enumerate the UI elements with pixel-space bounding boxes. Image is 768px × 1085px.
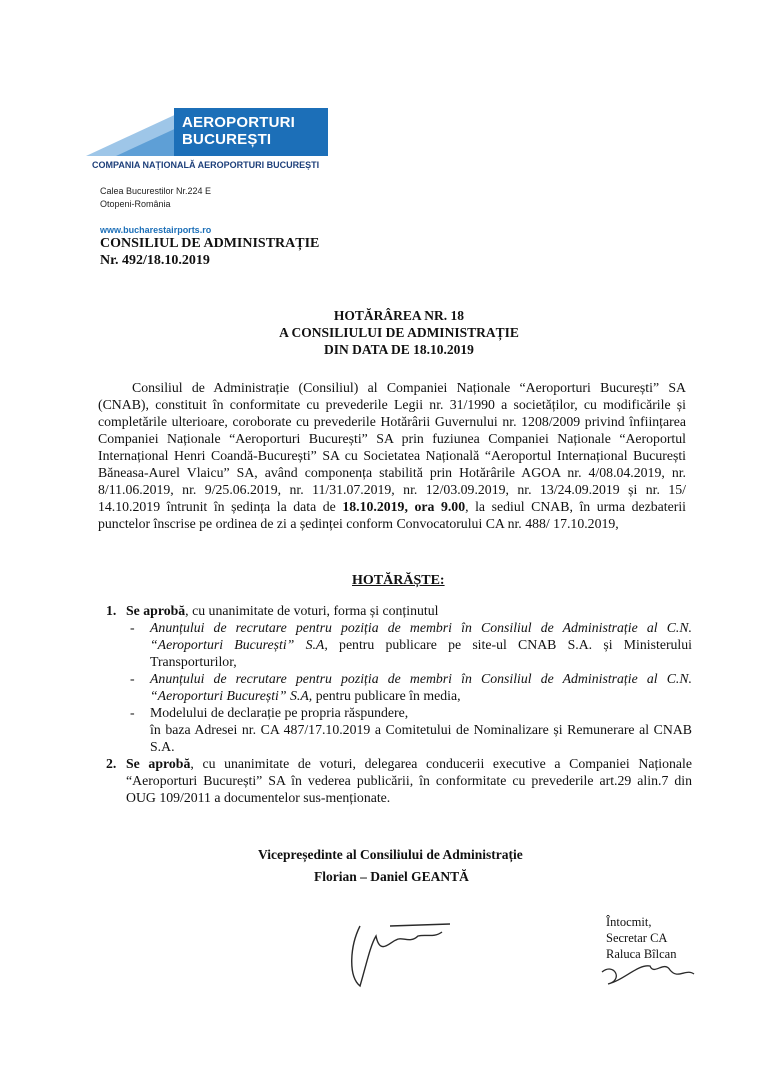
preamble-separator: , bbox=[404, 499, 415, 514]
logo bbox=[182, 114, 295, 148]
sub-item-italic: Anunțului de recrutare pentru poziția de membri în Consiliul de Administrație al C.N. “Aeroporturi București” S.A, bbox=[150, 671, 692, 703]
list-item bbox=[106, 755, 692, 806]
logo-line1: AEROPORTURI bbox=[182, 114, 296, 131]
document-number: Nr. 492/18.10.2019 bbox=[100, 253, 210, 268]
signatory-title: Vicepreședinte al Consiliului de Administrație bbox=[258, 847, 523, 862]
decision-subtitle: A CONSILIULUI DE ADMINISTRAȚIE bbox=[279, 325, 519, 340]
logo-wing-graphic bbox=[86, 112, 181, 156]
decision-title: HOTĂRÂREA NR. 18 bbox=[333, 308, 465, 323]
signatory-name: Florian – Daniel GEANTĂ bbox=[314, 869, 469, 884]
sub-item-italic: Anunțului de recrutare pentru poziția de membri în Consiliul de Administrație al C.N. “Aeroporturi București” S.A, bbox=[150, 620, 692, 652]
address-line2: Otopeni-România bbox=[100, 199, 171, 209]
sub-item-tail: în baza Adresei nr. CA 487/17.10.2019 a Comitetului de Nominalizare și Remunerare al CNAB S.A. bbox=[150, 722, 692, 754]
prepared-name: Raluca Bîlcan bbox=[606, 947, 677, 961]
website-link[interactable]: www.bucharestairports.ro bbox=[100, 225, 212, 235]
list-item bbox=[106, 602, 692, 619]
decision-list bbox=[106, 602, 692, 806]
signature-graphic bbox=[330, 906, 470, 996]
sub-item-text: Modelului de declarație pe propria răspundere, bbox=[150, 705, 409, 720]
sub-item-text: pentru publicare pe site-ul CNAB S.A. și Ministerului Transporturilor, bbox=[150, 637, 692, 669]
sub-item: - Anunțului de recrutare pentru poziția de membri în Consiliul de Administrație al C.N. “Aeroporturi București” S.A, pentru publicare pe site-ul CNAB S.A. și Ministerului Transporturilor, bbox=[130, 620, 692, 669]
meeting-time: ora 9.00 bbox=[414, 499, 466, 514]
preamble-text: Consiliul de Administrație (Consiliul) al Companiei Naționale “Aeroporturi București” SA (CNAB), constituit în conformitate cu prevederile Legii nr. 31/1990 a societăților, cu modificările și completările ulterioare, coroborate cu prevederile Hotărârii Guvernului nr. 1208/2009 privind înființarea Companiei Naționale “Aeroporturi București” SA prin fuziunea Companiei Naționale “Aeroportul Internațional Henri Coandă-București” SA cu Societatea Națională “Aeroportul Internațional București Băneasa-Aurel Vlaicu” SA, având componența stabilită prin Hotărârile AGOA nr. 4/08.04.2019, nr. 8/11.06.2019, nr. 9/25.06.2019, nr. 11/31.07.2019, nr. 12/03.09.2019, nr. 13/24.09.2019 și nr. 15/ 14.10.2019 întrunit în ședința la data de bbox=[98, 380, 686, 514]
sub-item: - Modelului de declarație pe propria răspundere, bbox=[130, 705, 409, 720]
meeting-date: 18.10.2019 bbox=[342, 499, 405, 514]
prepared-role: Secretar CA bbox=[606, 931, 668, 945]
item-number: 1. bbox=[106, 603, 117, 618]
prepared-label: Întocmit, bbox=[606, 915, 652, 929]
address-line1: Calea Bucurestilor Nr.224 E bbox=[100, 186, 212, 196]
item-bold: Se aprobă bbox=[126, 756, 191, 771]
org-name: CONSILIUL DE ADMINISTRAȚIE bbox=[100, 236, 320, 251]
item-text: , cu unanimitate de voturi, delegarea conducerii executive a Companiei Naționale “Aeroporturi București” SA în vederea publicării, în conformitate cu prevederile art.29 alin.7 din OUG 109/2011 a documentelor sus-menționate. bbox=[126, 756, 692, 805]
decision-date: DIN DATA DE 18.10.2019 bbox=[324, 342, 474, 357]
item-bold: Se aprobă bbox=[126, 603, 186, 618]
sub-item-text: pentru publicare în media, bbox=[312, 688, 461, 703]
item-number: 2. bbox=[106, 756, 117, 771]
secretary-signature-graphic bbox=[594, 950, 704, 990]
preamble-text-end: , la sediul CNAB, în urma dezbaterii punctelor înscrise pe ordinea de zi a ședinței conform Convocatorului CA nr. 488/ 17.10.2019, bbox=[98, 499, 687, 531]
preamble-paragraph bbox=[98, 379, 686, 532]
logo-line2: BUCUREȘTI bbox=[182, 131, 272, 148]
decision-heading: HOTĂRĂȘTE: bbox=[352, 573, 445, 588]
company-name: COMPANIA NAȚIONALĂ AEROPORTURI BUCUREȘTI bbox=[92, 160, 320, 170]
sub-item: - Anunțului de recrutare pentru poziția de membri în Consiliul de Administrație al C.N. “Aeroporturi București” S.A, pentru publicare în media, bbox=[130, 671, 692, 703]
item-text: , cu unanimitate de voturi, forma și conținutul bbox=[185, 603, 439, 618]
